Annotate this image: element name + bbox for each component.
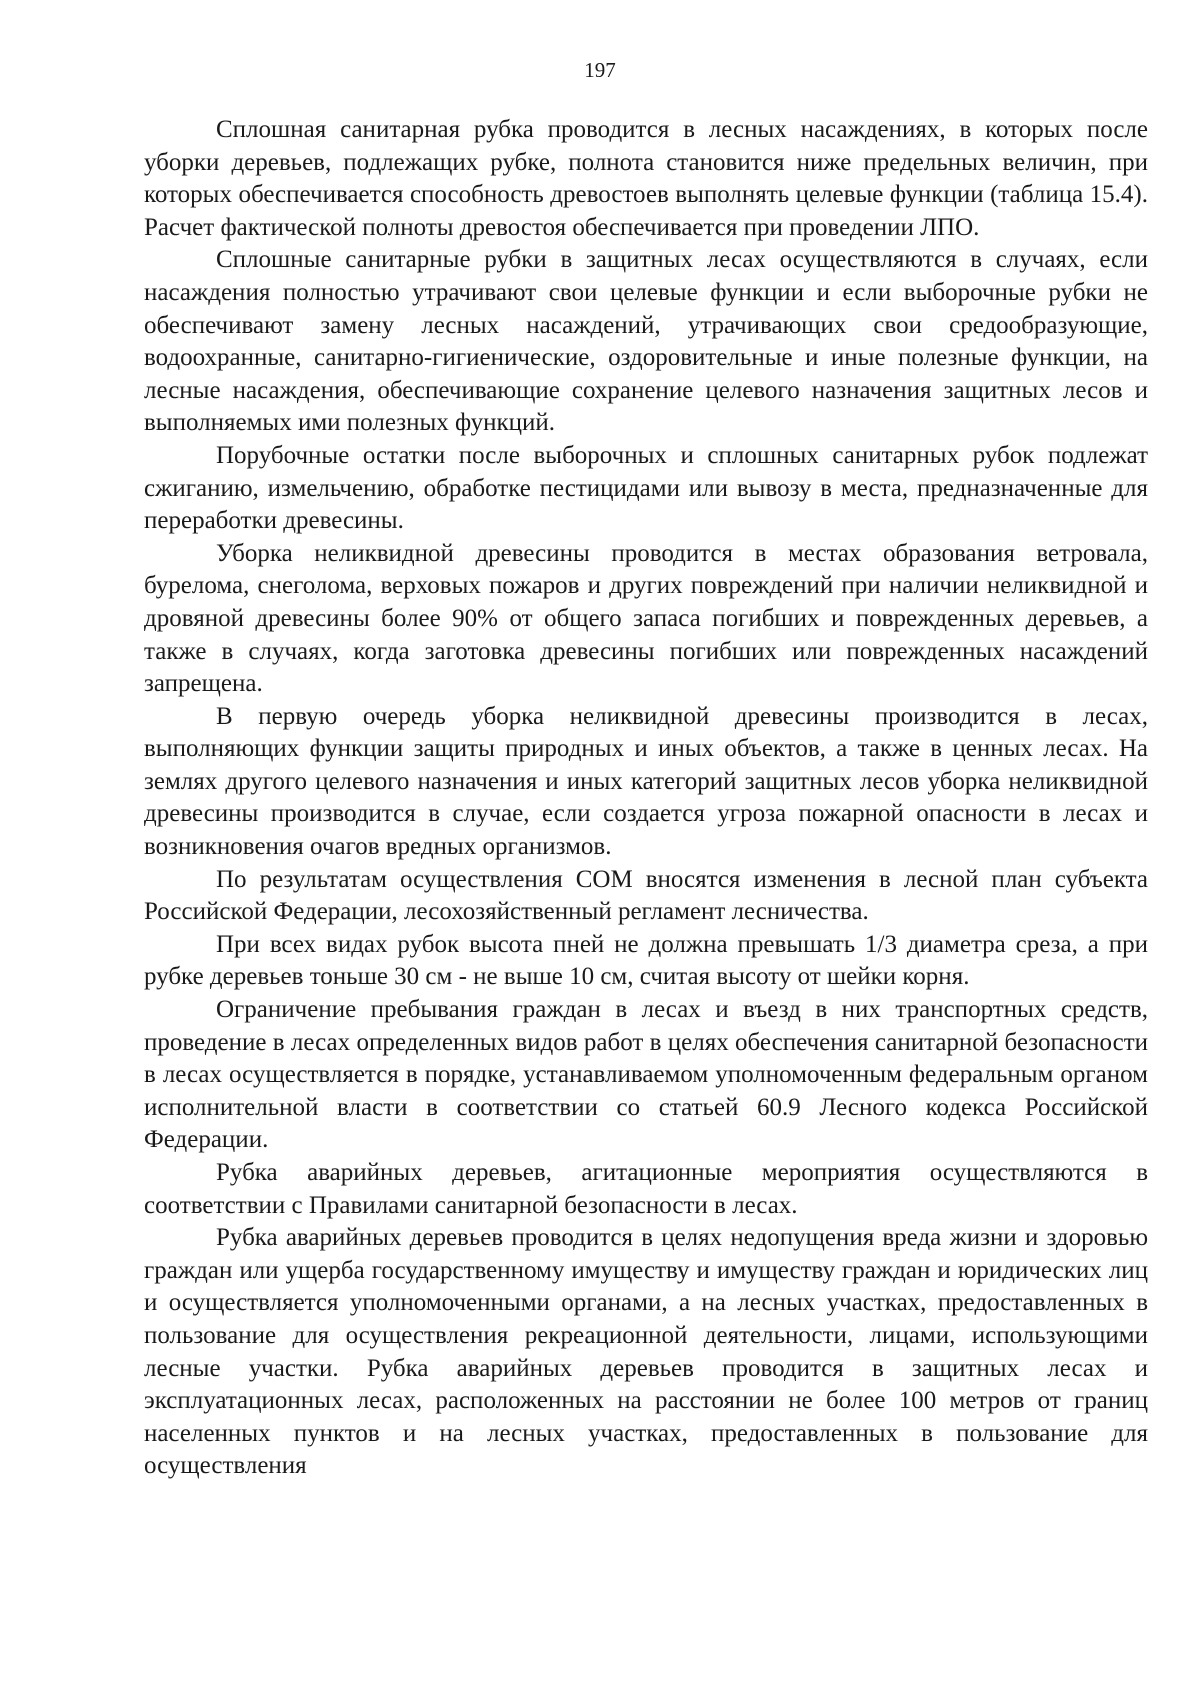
- paragraph-nonliquid-wood-removal: Уборка неликвидной древесины проводится в местах образования ветровала, бурелома, снеголома, верховых пожаров и других повреждений при наличии неликвидной и дровяной древесины более 90% от общего запаса погибших и поврежденных деревьев, а также в случаях, когда заготовка древесины погибших или поврежденных насаждений запрещена.: [144, 539, 1148, 698]
- paragraph-emergency-trees-rules: Рубка аварийных деревьев, агитационные мероприятия осуществляются в соответствии с Правилами санитарной безопасности в лесах.: [144, 1159, 1148, 1219]
- paragraph-felling-residues: Порубочные остатки после выборочных и сплошных санитарных рубок подлежат сжиганию, измельчению, обработке пестицидами или вывозу в места, предназначенные для переработки древесины.: [144, 441, 1148, 535]
- page-number: 197: [584, 58, 616, 82]
- paragraph-forest-plan-changes: По результатам осуществления СОМ вносятся изменения в лесной план субъекта Российской Федерации, лесохозяйственный регламент лесничества.: [144, 865, 1148, 926]
- paragraph-priority-removal: В первую очередь уборка неликвидной древесины производится в лесах, выполняющих функции защиты природных и иных объектов, а также в ценных лесах. На землях другого целевого назначения и иных категорий защитных лесов уборка неликвидной древесины производится в случае, если создается угроза пожарной опасности в лесах и возникновения очагов вредных организмов.: [144, 702, 1148, 861]
- paragraph-access-restriction: Ограничение пребывания граждан в лесах и въезд в них транспортных средств, проведение в лесах определенных видов работ в целях обеспечения санитарной безопасности в лесах осуществляется в порядке, устанавливаемом уполномоченным федеральным органом исполнительной власти в соответствии со статьей 60.9 Лесного кодекса Российской Федерации.: [144, 996, 1148, 1154]
- paragraph-stump-height: При всех видах рубок высота пней не должна превышать 1/3 диаметра среза, а при рубке деревьев тоньше 30 см - не выше 10 см, считая высоту от шейки корня.: [144, 930, 1148, 991]
- paragraph-emergency-trees-felling: Рубка аварийных деревьев проводится в целях недопущения вреда жизни и здоровью граждан или ущерба государственному имуществу и имуществу граждан и юридических лиц и осуществляется уполномоченными органами, а на лесных участках, предоставленных в пользование для осуществления рекреационной деятельности, лицами, использующими лесные участки. Рубка аварийных деревьев проводится в защитных лесах и эксплуатационных лесах, расположенных на расстоянии не более 100 метров от границ населенных пунктов и на лесных участках, предоставленных в пользование для осуществления: [144, 1224, 1148, 1480]
- paragraph-protective-forests-felling: Сплошные санитарные рубки в защитных лесах осуществляются в случаях, если насаждения полностью утрачивают свои целевые функции и если выборочные рубки не обеспечивают замену лесных насаждений, утрачивающих свои средообразующие, водоохранные, санитарно-гигиенические, оздоровительные и иные полезные функции, на лесные насаждения, обеспечивающие сохранение целевого назначения защитных лесов и выполняемых ими полезных функций.: [144, 246, 1148, 437]
- body-text: [144, 114, 1148, 1483]
- paragraph-clear-sanitary-felling: Сплошная санитарная рубка проводится в лесных насаждениях, в которых после уборки деревьев, подлежащих рубке, полнота становится ниже предельных величин, при которых обеспечивается способность древостоев выполнять целевые функции (таблица 15.4). Расчет фактической полноты древостоя обеспечивается при проведении ЛПО.: [144, 116, 1148, 241]
